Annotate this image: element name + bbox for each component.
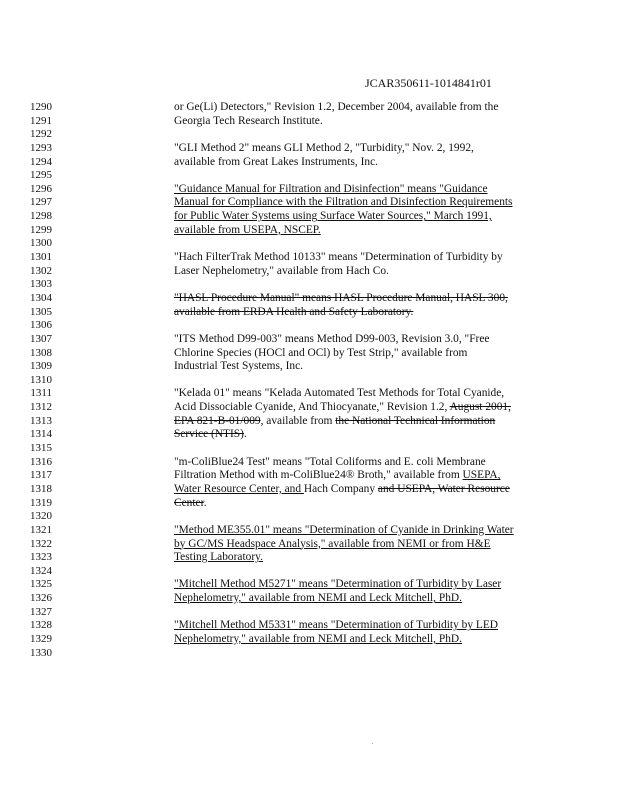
deleted-text: available from ERDA Health and Safety Laboratory. bbox=[174, 305, 414, 318]
text-segment: . bbox=[243, 428, 247, 441]
line-number: 1300 bbox=[30, 237, 52, 250]
text-segment: Chlorine Species (HOCl and OCl) by Test Strip," available from bbox=[174, 346, 468, 359]
inserted-text: USEPA, bbox=[462, 469, 501, 482]
text-line bbox=[174, 237, 544, 251]
text-line bbox=[174, 128, 544, 142]
line-number: 1298 bbox=[30, 210, 52, 223]
line-number: 1313 bbox=[30, 414, 52, 427]
text-segment: "Kelada 01" means "Kelada Automated Test Methods for Total Cyanide, bbox=[174, 387, 505, 400]
text-line bbox=[174, 565, 544, 579]
text-segment: Filtration Method with m-ColiBlue24® Broth," available from bbox=[174, 469, 463, 482]
line-number: 1302 bbox=[30, 264, 52, 277]
text-segment: Acid Dissociable Cyanide, And Thiocyanate," Revision 1.2, bbox=[174, 401, 450, 414]
text-segment: Georgia Tech Research Institute. bbox=[174, 114, 323, 127]
text-line bbox=[174, 592, 544, 606]
text-line bbox=[174, 265, 544, 279]
text-line bbox=[174, 497, 544, 511]
line-number: 1315 bbox=[30, 442, 52, 455]
line-number: 1297 bbox=[30, 196, 52, 209]
line-number: 1330 bbox=[30, 646, 52, 659]
text-line bbox=[174, 374, 544, 388]
text-line bbox=[174, 101, 544, 115]
text-line bbox=[174, 633, 544, 647]
line-number: 1320 bbox=[30, 510, 52, 523]
text-segment: or Ge(Li) Detectors," Revision 1.2, December 2004, available from the bbox=[174, 101, 499, 113]
line-number: 1307 bbox=[30, 332, 52, 345]
text-line bbox=[174, 387, 544, 401]
text-line bbox=[174, 333, 544, 347]
text-line bbox=[174, 278, 544, 292]
text-line bbox=[174, 619, 544, 633]
deleted-text: August 2001, bbox=[449, 401, 511, 414]
line-number: 1326 bbox=[30, 592, 52, 605]
line-number: 1322 bbox=[30, 537, 52, 550]
text-line bbox=[174, 169, 544, 183]
inserted-text: "Mitchell Method M5331" means "Determination of Turbidity by LED bbox=[174, 619, 498, 632]
inserted-text: for Public Water Systems using Surface Water Sources," March 1991, bbox=[174, 210, 492, 223]
line-number: 1325 bbox=[30, 578, 52, 591]
line-number: 1308 bbox=[30, 346, 52, 359]
deleted-text: and USEPA, Water Resource bbox=[377, 482, 510, 495]
text-segment: . bbox=[203, 496, 207, 509]
line-number: 1304 bbox=[30, 291, 52, 304]
line-number: 1296 bbox=[30, 182, 52, 195]
inserted-text: Manual for Compliance with the Filtration and Disinfection Requirements bbox=[174, 196, 513, 209]
footer-mark: . bbox=[372, 740, 374, 746]
deleted-text: EPA 821-B-01/009 bbox=[174, 414, 261, 427]
text-line bbox=[174, 442, 544, 456]
inserted-text: "Mitchell Method M5271" means "Determination of Turbidity by Laser bbox=[174, 578, 502, 591]
text-segment: available from Great Lakes Instruments, Inc. bbox=[174, 155, 379, 168]
line-number: 1328 bbox=[30, 619, 52, 632]
line-number: 1317 bbox=[30, 469, 52, 482]
line-number: 1292 bbox=[30, 128, 52, 141]
text-line bbox=[174, 251, 544, 265]
line-number: 1329 bbox=[30, 632, 52, 645]
line-number-gutter bbox=[24, 101, 52, 660]
text-line bbox=[174, 606, 544, 620]
line-number: 1312 bbox=[30, 401, 52, 414]
line-number: 1305 bbox=[30, 305, 52, 318]
text-segment: Laser Nephelometry," available from Hach Co. bbox=[174, 264, 389, 277]
text-segment: "m-ColiBlue24 Test" means "Total Coliforms and E. coli Membrane bbox=[174, 455, 486, 468]
text-line bbox=[174, 647, 544, 661]
text-line bbox=[174, 428, 544, 442]
line-number: 1316 bbox=[30, 455, 52, 468]
inserted-text: "Method ME355.01" means "Determination of Cyanide in Drinking Water bbox=[174, 523, 514, 536]
text-line bbox=[174, 360, 544, 374]
line-number: 1318 bbox=[30, 482, 52, 495]
document-id: JCAR350611-1014841r01 bbox=[365, 76, 492, 90]
line-number: 1294 bbox=[30, 155, 52, 168]
line-number: 1327 bbox=[30, 605, 52, 618]
line-number: 1321 bbox=[30, 523, 52, 536]
line-number: 1319 bbox=[30, 496, 52, 509]
text-line bbox=[174, 319, 544, 333]
text-line bbox=[174, 538, 544, 552]
inserted-text: Testing Laboratory. bbox=[174, 551, 263, 564]
line-number: 1314 bbox=[30, 428, 52, 441]
text-segment: Hach Company bbox=[303, 482, 378, 495]
text-line bbox=[174, 196, 544, 210]
inserted-text: "Guidance Manual for Filtration and Disinfection" means "Guidance bbox=[174, 182, 488, 195]
text-line bbox=[174, 415, 544, 429]
line-number: 1310 bbox=[30, 373, 52, 386]
text-line bbox=[174, 578, 544, 592]
text-line bbox=[174, 524, 544, 538]
text-segment: "ITS Method D99-003" means Method D99-003, Revision 3.0, "Free bbox=[174, 332, 490, 345]
line-number: 1309 bbox=[30, 360, 52, 373]
line-number: 1301 bbox=[30, 251, 52, 264]
line-number: 1295 bbox=[30, 169, 52, 182]
text-line bbox=[174, 401, 544, 415]
deleted-text: Service (NTIS) bbox=[174, 428, 244, 441]
text-line bbox=[174, 224, 544, 238]
inserted-text: by GC/MS Headspace Analysis," available from NEMI or from H&E bbox=[174, 537, 491, 550]
inserted-text: Nephelometry," available from NEMI and Leck Mitchell, PhD. bbox=[174, 592, 462, 605]
inserted-text: Nephelometry," available from NEMI and Leck Mitchell, PhD. bbox=[174, 632, 462, 645]
text-line bbox=[174, 183, 544, 197]
text-line bbox=[174, 456, 544, 470]
line-number: 1303 bbox=[30, 278, 52, 291]
line-number: 1291 bbox=[30, 114, 52, 127]
text-line bbox=[174, 510, 544, 524]
text-line bbox=[174, 115, 544, 129]
text-segment: "Hach FilterTrak Method 10133" means "Determination of Turbidity by bbox=[174, 251, 503, 264]
line-number: 1293 bbox=[30, 141, 52, 154]
inserted-text: available from USEPA, NSCEP. bbox=[174, 223, 321, 236]
line-number: 1299 bbox=[30, 223, 52, 236]
line-number: 1323 bbox=[30, 551, 52, 564]
text-line bbox=[174, 156, 544, 170]
text-segment: Industrial Test Systems, Inc. bbox=[174, 360, 304, 373]
text-line bbox=[174, 347, 544, 361]
line-number: 1324 bbox=[30, 564, 52, 577]
line-number: 1290 bbox=[30, 101, 52, 113]
text-line bbox=[174, 292, 544, 306]
deleted-text: Center bbox=[174, 496, 204, 509]
text-line bbox=[174, 142, 544, 156]
line-number: 1306 bbox=[30, 319, 52, 332]
text-line bbox=[174, 306, 544, 320]
document-body bbox=[174, 101, 544, 660]
text-line bbox=[174, 483, 544, 497]
text-line bbox=[174, 469, 544, 483]
deleted-text: "HASL Procedure Manual" means HASL Procedure Manual, HASL 300, bbox=[174, 291, 508, 304]
text-line bbox=[174, 551, 544, 565]
inserted-text: Water Resource Center, and bbox=[174, 482, 304, 495]
text-line bbox=[174, 210, 544, 224]
line-number: 1311 bbox=[30, 387, 52, 400]
text-segment: "GLI Method 2" means GLI Method 2, "Turbidity," Nov. 2, 1992, bbox=[174, 141, 474, 154]
deleted-text: the National Technical Information bbox=[335, 414, 496, 427]
text-segment: , available from bbox=[260, 414, 336, 427]
